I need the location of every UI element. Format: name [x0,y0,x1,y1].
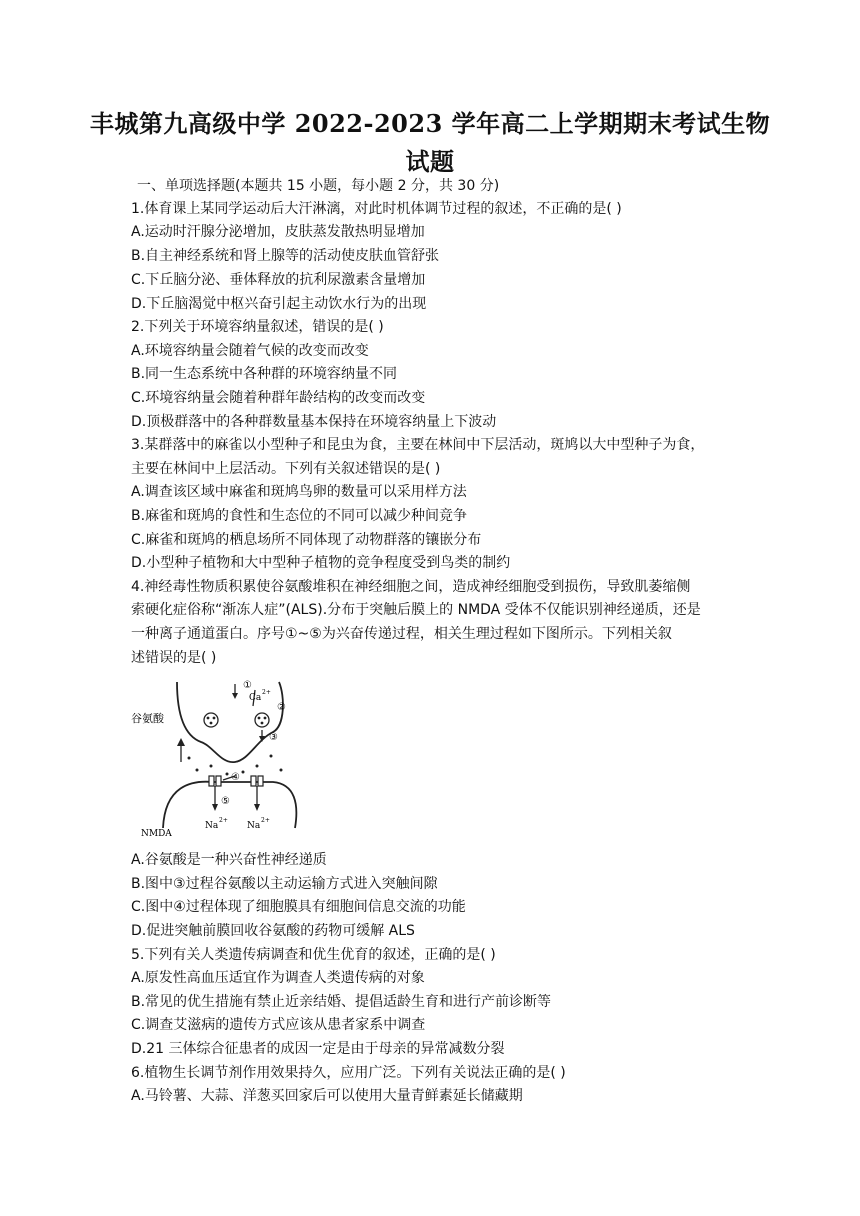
text-line: B.自主神经系统和肾上腺等的活动使皮肤血管舒张 [131,248,440,264]
text-line: 4.神经毒性物质积累使谷氨酸堆积在神经细胞之间，造成神经细胞受到损伤，导致肌萎缩侧 [131,579,691,595]
na-label-left: Na [205,821,219,831]
text-line: 1.体育课上某同学运动后大汗淋漓，对此时机体调节过程的叙述，不正确的是( ) [131,201,622,217]
text-line: B.图中③过程谷氨酸以主动运输方式进入突触间隙 [131,876,438,892]
text-line: 述错误的是( ) [131,650,217,666]
text-line: 3.某群落中的麻雀以小型种子和昆虫为食，主要在林间中下层活动，斑鸠以大中型种子为食， [131,437,705,453]
text-line: A.运动时汗腺分泌增加，皮肤蒸发散热明显增加 [131,224,425,240]
na-charge-right: 2+ [261,817,270,824]
text-line: B.麻雀和斑鸠的食性和生态位的不同可以减少种间竞争 [131,508,468,524]
text-line: D.顶极群落中的各种群数量基本保持在环境容纳量上下波动 [131,414,497,430]
section-heading: 一、单项选择题(本题共 15 小题，每小题 2 分，共 30 分) [137,178,500,194]
text-line: 一种离子通道蛋白。序号①~⑤为兴奋传递过程，相关生理过程如下图所示。下列相关叙 [131,626,672,642]
vesicle-right [255,713,269,727]
text-line: D.21 三体综合征患者的成因一定是由于母亲的异常减数分裂 [131,1041,505,1057]
text-line: C.麻雀和斑鸠的栖息场所不同体现了动物群落的镶嵌分布 [131,532,482,548]
text-line: A.谷氨酸是一种兴奋性神经递质 [131,852,327,868]
nmda-receptor-right [251,776,263,786]
na-label-right: Na [247,821,261,831]
text-line: A.调查该区域中麻雀和斑鸠鸟卵的数量可以采用样方法 [131,484,467,500]
text-line: A.环境容纳量会随着气候的改变而改变 [131,343,369,359]
text-line: 2.下列关于环境容纳量叙述，错误的是( ) [131,319,384,335]
text-line: A.马铃薯、大蒜、洋葱买回家后可以使用大量青鲜素延长储藏期 [131,1088,523,1104]
glutamate-label: 谷氨酸 [131,712,164,725]
text-line: C.下丘脑分泌、垂体释放的抗利尿激素含量增加 [131,272,426,288]
text-line: B.常见的优生措施有禁止近亲结婚、提倡适龄生育和进行产前诊断等 [131,994,552,1010]
text-line: D.下丘脑渴觉中枢兴奋引起主动饮水行为的出现 [131,296,427,312]
step-2-label: ② [277,702,286,713]
na-charge-left: 2+ [219,817,228,824]
vesicle-left [204,713,218,727]
ca-label: Ca [249,693,262,703]
step-1-label: ① [243,680,252,691]
text-line: 索硬化症俗称“渐冻人症”(ALS).分布于突触后膜上的 NMDA 受体不仅能识别神经递质，还是 [131,602,701,618]
text-line: C.环境容纳量会随着种群年龄结构的改变而改变 [131,390,426,406]
title-line-2: 试题 [405,147,455,176]
text-line: C.调查艾滋病的遗传方式应该从患者家系中调查 [131,1017,426,1033]
nmda-label: NMDA [141,829,172,839]
text-line: 5.下列有关人类遗传病调查和优生优育的叙述，正确的是( ) [131,947,496,963]
text-line: C.图中④过程体现了细胞膜具有细胞间信息交流的功能 [131,899,466,915]
step-5-label: ⑤ [221,796,230,807]
title-line-1: 丰城第九高级中学 2022-2023 学年高二上学期期末考试生物 [89,109,771,138]
nmda-receptor-left [209,776,221,786]
synapse-diagram [131,676,303,840]
ca-charge: 2+ [262,689,271,696]
text-line: 主要在林间中上层活动。下列有关叙述错误的是( ) [131,461,441,477]
text-line: D.促进突触前膜回收谷氨酸的药物可缓解 ALS [131,923,415,939]
text-line: B.同一生态系统中各种群的环境容纳量不同 [131,366,398,382]
text-line: 6.植物生长调节剂作用效果持久，应用广泛。下列有关说法正确的是( ) [131,1065,566,1081]
step-3-label: ③ [269,732,278,743]
text-line: D.小型种子植物和大中型种子植物的竞争程度受到鸟类的制约 [131,555,511,571]
text-line: A.原发性高血压适宜作为调查人类遗传病的对象 [131,970,425,986]
step-4-label: ④ [231,772,240,783]
